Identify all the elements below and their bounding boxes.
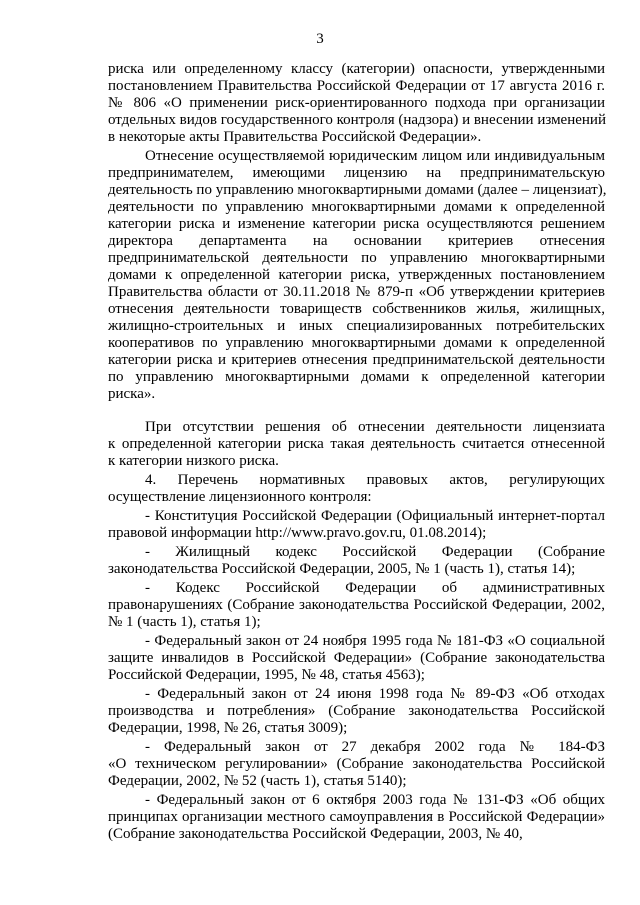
paragraph-line: При отсутствии решения об отнесении деятельности лицензиата (145, 419, 605, 435)
paragraph-line: - Федеральный закон от 27 декабря 2002 года № 184-ФЗ (145, 739, 605, 755)
paragraph-line: категории риска и критериев отнесения предпринимательской деятельности (108, 352, 605, 368)
paragraph-line: № 806 «О применении риск-ориентированного подхода при организации (108, 95, 605, 111)
paragraph-line: - Федеральный закон от 24 ноября 1995 года № 181-ФЗ «О социальной (145, 633, 605, 649)
paragraph-line: правовой информации http://www.pravo.gov.ru, 01.08.2014); (108, 525, 487, 541)
paragraph-spacer (108, 405, 605, 419)
paragraph-line: правонарушениях (Собрание законодательства Российской Федерации, 2002, (108, 597, 605, 613)
paragraph-line: предпринимательской деятельности по управлению многоквартирными (108, 250, 605, 266)
page-number: 3 (316, 31, 324, 47)
paragraph-line: № 1 (часть 1), статья 1); (108, 614, 261, 630)
paragraph-line: (Собрание законодательства Российской Федерации, 2003, № 40, (108, 826, 523, 842)
paragraph-line: - Федеральный закон от 24 июня 1998 года № 89-ФЗ «Об отходах (145, 686, 605, 702)
document-body (108, 61, 605, 845)
paragraph-line: Российской Федерации, 1995, № 48, статья 4563); (108, 667, 425, 683)
paragraph-line: риска или определенному классу (категории) опасности, утвержденными (108, 61, 605, 77)
paragraph-line: постановлением Правительства Российской Федерации от 17 августа 2016 г. (108, 78, 605, 94)
paragraph (108, 472, 605, 506)
paragraph (108, 686, 605, 737)
paragraph-line: жилищно-строительных и иных специализированных потребительских (108, 318, 605, 334)
paragraph (108, 739, 605, 790)
paragraph-line: законодательства Российской Федерации, 2005, № 1 (часть 1), статья 14); (108, 561, 576, 577)
paragraph-line: - Жилищный кодекс Российской Федерации (Собрание (145, 544, 605, 560)
paragraph-line: в некоторые акты Правительства Российской Федерации». (108, 129, 482, 145)
paragraph-line: деятельность по управлению многоквартирными домами (далее – лицензиат), (108, 182, 607, 198)
paragraph-line: по управлению многоквартирными домами к определенной категории (108, 369, 605, 385)
paragraph (108, 148, 605, 403)
paragraph (108, 419, 605, 470)
paragraph-line: деятельности по управлению многоквартирными домами к определенной (108, 199, 605, 215)
paragraph-line: риска». (108, 386, 156, 402)
paragraph-line: защите инвалидов в Российской Федерации» (Собрание законодательства (108, 650, 605, 666)
paragraph-line: 4. Перечень нормативных правовых актов, регулирующих (145, 472, 605, 488)
paragraph-line: кооперативов по управлению многоквартирными домами к определенной (108, 335, 605, 351)
paragraph-line: осуществление лицензионного контроля: (108, 489, 372, 505)
paragraph-line: производства и потребления» (Собрание законодательства Российской (108, 703, 605, 719)
paragraph (108, 508, 605, 542)
paragraph-line: к определенной категории риска такая деятельность считается отнесенной (108, 436, 605, 452)
paragraph-line: принципах организации местного самоуправления в Российской Федерации» (108, 809, 605, 825)
paragraph (108, 792, 605, 843)
paragraph-line: - Федеральный закон от 6 октября 2003 года № 131-ФЗ «Об общих (145, 792, 605, 808)
paragraph-line: Правительства области от 30.11.2018 № 879-п «Об утверждении критериев (108, 284, 605, 300)
paragraph-line: директора департамента на основании критериев отнесения (108, 233, 605, 249)
paragraph (108, 633, 605, 684)
paragraph-line: - Конституция Российской Федерации (Официальный интернет-портал (145, 508, 605, 524)
paragraph (108, 544, 605, 578)
paragraph (108, 61, 605, 146)
paragraph-line: - Кодекс Российской Федерации об административных (145, 580, 605, 596)
paragraph-line: категории риска и изменение категории риска осуществляются решением (108, 216, 605, 232)
paragraph-line: домами к определенной категории риска, утвержденных постановлением (108, 267, 605, 283)
paragraph-line: к категории низкого риска. (108, 453, 279, 469)
paragraph-line: «О техническом регулировании» (Собрание законодательства Российской (108, 756, 605, 772)
paragraph-line: отдельных видов государственного контроля (надзора) и внесении изменений (108, 112, 606, 128)
paragraph (108, 580, 605, 631)
paragraph-line: предпринимателем, имеющими лицензию на предпринимательскую (108, 165, 605, 181)
paragraph-line: Отнесение осуществляемой юридическим лицом или индивидуальным (145, 148, 605, 164)
paragraph-line: Федерации, 2002, № 52 (часть 1), статья 5140); (108, 773, 407, 789)
paragraph-line: отнесения деятельности товариществ собственников жилья, жилищных, (108, 301, 605, 317)
paragraph-line: Федерации, 1998, № 26, статья 3009); (108, 720, 348, 736)
